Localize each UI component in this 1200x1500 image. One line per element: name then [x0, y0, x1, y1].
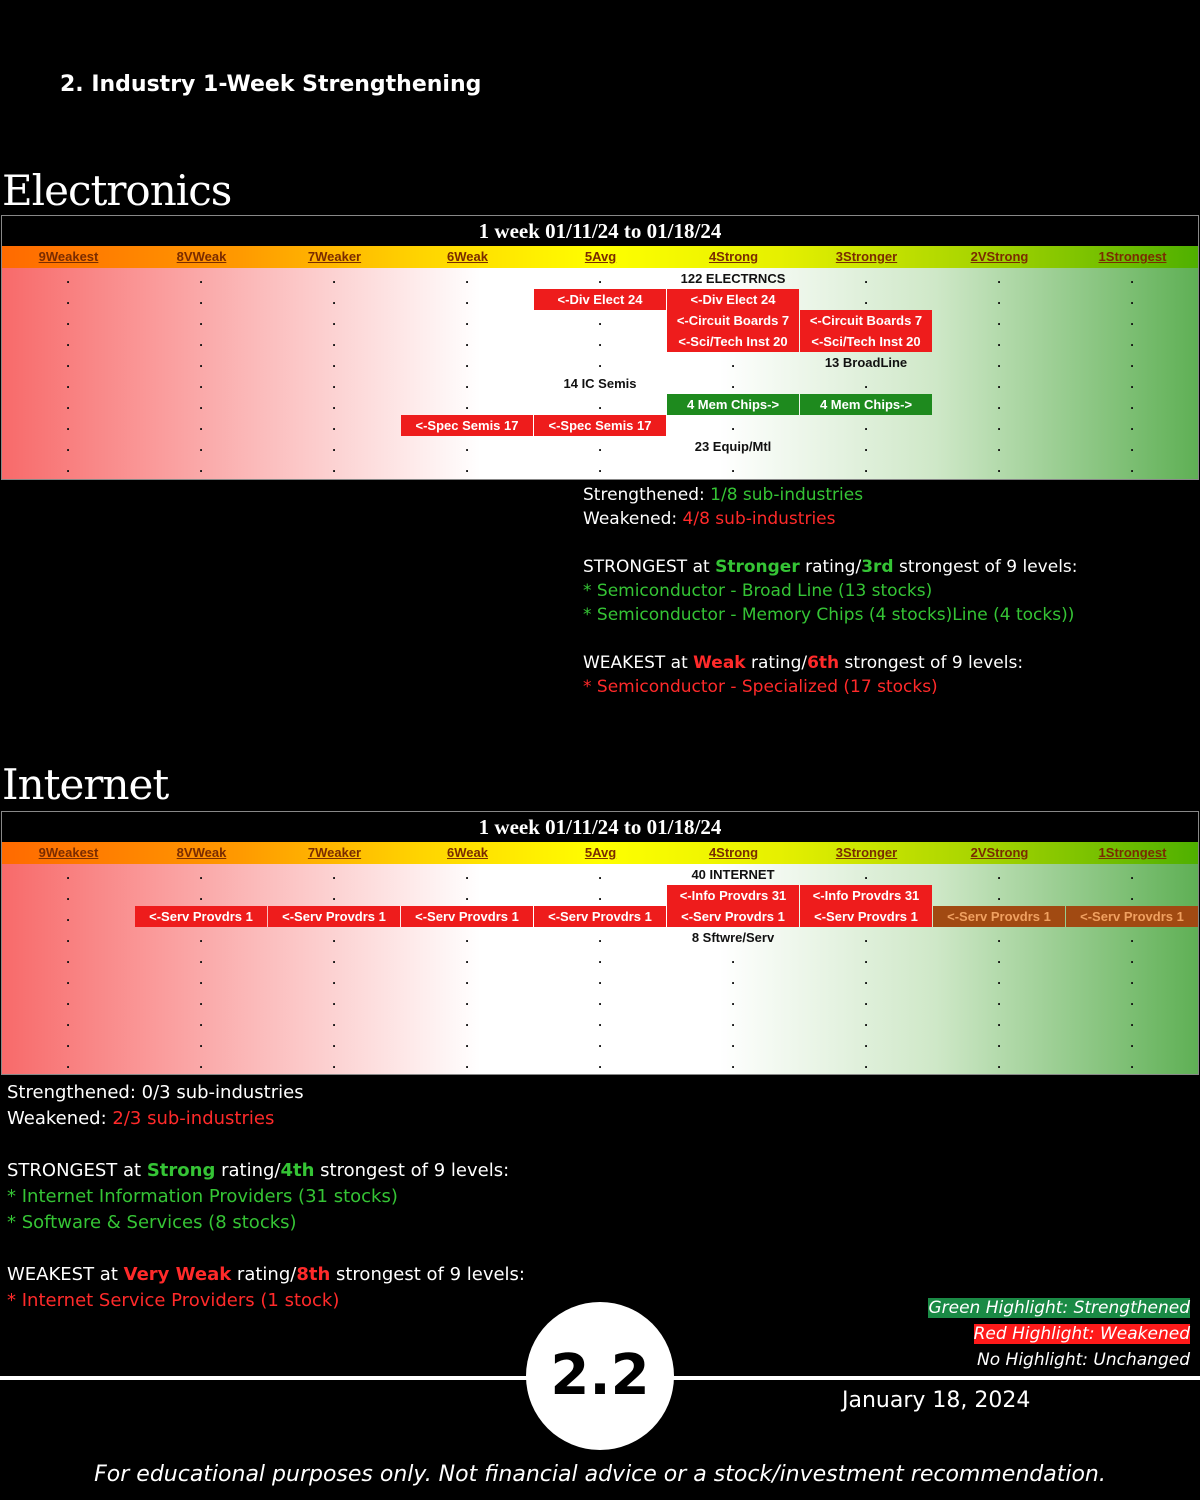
empty-slot: . — [465, 867, 469, 882]
empty-slot: . — [864, 930, 868, 945]
empty-slot: . — [332, 1014, 336, 1029]
empty-slot: . — [332, 418, 336, 433]
empty-slot: . — [465, 355, 469, 370]
empty-slot: . — [997, 418, 1001, 433]
empty-slot: . — [199, 951, 203, 966]
electronics-grid-header: 1 week 01/11/24 to 01/18/24 — [2, 216, 1198, 246]
sub-industry-cell: <-Serv Provdrs 1 — [667, 906, 799, 927]
sub-industry-cell: <-Spec Semis 17 — [534, 415, 666, 436]
weakened-line: Weakened: 2/3 sub-industries — [7, 1108, 275, 1129]
weakest-item: * Semiconductor - Specialized (17 stocks) — [583, 677, 938, 697]
sub-industry-cell: 4 Mem Chips-> — [667, 394, 799, 415]
empty-slot: . — [864, 439, 868, 454]
electronics-notes — [583, 483, 1078, 699]
empty-slot: . — [199, 376, 203, 391]
empty-slot: . — [731, 1056, 735, 1071]
level-label: 3Stronger — [835, 845, 898, 860]
report-date: January 18, 2024 — [842, 1388, 1031, 1413]
empty-slot: . — [66, 355, 70, 370]
empty-slot: . — [731, 1014, 735, 1029]
empty-slot: . — [997, 397, 1001, 412]
empty-slot: . — [332, 376, 336, 391]
level-label: 1Strongest — [1098, 845, 1167, 860]
empty-slot: . — [332, 972, 336, 987]
sub-industry-cell: <-Serv Provdrs 1 — [401, 906, 533, 927]
empty-slot: . — [332, 355, 336, 370]
empty-slot: . — [997, 930, 1001, 945]
sub-industry-cell: <-Sci/Tech Inst 20 — [800, 331, 932, 352]
sub-industry-cell: 23 Equip/Mtl — [694, 439, 772, 454]
empty-slot: . — [598, 951, 602, 966]
empty-slot: . — [66, 867, 70, 882]
empty-slot: . — [1130, 1014, 1134, 1029]
strongest-line: STRONGEST at Stronger rating/3rd strongest of 9 levels: — [583, 557, 1078, 577]
empty-slot: . — [598, 271, 602, 286]
empty-slot: . — [997, 1056, 1001, 1071]
empty-slot: . — [864, 1056, 868, 1071]
empty-slot: . — [199, 397, 203, 412]
empty-slot: . — [332, 930, 336, 945]
level-label: 4Strong — [708, 249, 759, 264]
empty-slot: . — [997, 993, 1001, 1008]
empty-slot: . — [66, 439, 70, 454]
empty-slot: . — [598, 993, 602, 1008]
empty-slot: . — [66, 397, 70, 412]
empty-slot: . — [864, 460, 868, 475]
empty-slot: . — [1130, 292, 1134, 307]
empty-slot: . — [1130, 951, 1134, 966]
legend-none: No Highlight: Unchanged — [977, 1350, 1190, 1370]
internet-grid-body — [2, 864, 1198, 1074]
sub-industry-cell: 13 BroadLine — [824, 355, 908, 370]
empty-slot: . — [199, 930, 203, 945]
empty-slot: . — [997, 271, 1001, 286]
empty-slot: . — [66, 972, 70, 987]
empty-slot: . — [66, 1014, 70, 1029]
level-label: 2VStrong — [970, 845, 1029, 860]
empty-slot: . — [199, 355, 203, 370]
empty-slot: . — [1130, 888, 1134, 903]
empty-slot: . — [598, 460, 602, 475]
sub-industry-cell: 14 IC Semis — [563, 376, 637, 391]
level-label: 4Strong — [708, 845, 759, 860]
empty-slot: . — [465, 951, 469, 966]
empty-slot: . — [864, 867, 868, 882]
empty-slot: . — [332, 292, 336, 307]
strongest-item: * Internet Information Providers (31 stocks) — [7, 1186, 398, 1207]
sub-industry-cell: <-Serv Provdrs 1 — [933, 906, 1065, 927]
empty-slot: . — [864, 972, 868, 987]
electronics-level-row — [2, 246, 1198, 268]
sub-industry-cell: <-Serv Provdrs 1 — [534, 906, 666, 927]
empty-slot: . — [1130, 376, 1134, 391]
empty-slot: . — [598, 972, 602, 987]
sub-industry-cell: <-Serv Provdrs 1 — [800, 906, 932, 927]
empty-slot: . — [199, 271, 203, 286]
empty-slot: . — [1130, 1035, 1134, 1050]
empty-slot: . — [864, 951, 868, 966]
level-label: 1Strongest — [1098, 249, 1167, 264]
empty-slot: . — [598, 355, 602, 370]
sub-industry-cell: <-Serv Provdrs 1 — [135, 906, 267, 927]
empty-slot: . — [332, 397, 336, 412]
empty-slot: . — [1130, 271, 1134, 286]
empty-slot: . — [997, 1035, 1001, 1050]
empty-slot: . — [66, 1056, 70, 1071]
empty-slot: . — [332, 888, 336, 903]
empty-slot: . — [465, 397, 469, 412]
level-label: 8VWeak — [176, 845, 227, 860]
empty-slot: . — [997, 376, 1001, 391]
empty-slot: . — [997, 334, 1001, 349]
empty-slot: . — [465, 1056, 469, 1071]
empty-slot: . — [66, 292, 70, 307]
weakest-line: WEAKEST at Weak rating/6th strongest of 9 levels: — [583, 653, 1024, 673]
empty-slot: . — [1130, 439, 1134, 454]
empty-slot: . — [199, 972, 203, 987]
empty-slot: . — [731, 418, 735, 433]
empty-slot: . — [332, 1056, 336, 1071]
empty-slot: . — [66, 460, 70, 475]
strongest-item: * Software & Services (8 stocks) — [7, 1212, 297, 1233]
empty-slot: . — [332, 271, 336, 286]
empty-slot: . — [598, 397, 602, 412]
empty-slot: . — [864, 271, 868, 286]
sub-industry-cell: 40 INTERNET — [691, 867, 775, 882]
empty-slot: . — [997, 292, 1001, 307]
level-label: 6Weak — [447, 249, 488, 264]
empty-slot: . — [199, 1014, 203, 1029]
sub-industry-cell: <-Sci/Tech Inst 20 — [667, 331, 799, 352]
page-number-badge: 2.2 — [526, 1302, 674, 1450]
sub-industry-cell: 122 ELECTRNCS — [680, 271, 786, 286]
empty-slot: . — [1130, 355, 1134, 370]
empty-slot: . — [864, 1035, 868, 1050]
disclaimer: For educational purposes only. Not financial advice or a stock/investment recommendation. — [94, 1462, 1106, 1487]
empty-slot: . — [731, 460, 735, 475]
legend-green: Green Highlight: Strengthened — [928, 1298, 1190, 1318]
sub-industry-cell: <-Div Elect 24 — [534, 289, 666, 310]
strongest-item: * Semiconductor - Memory Chips (4 stocks)Line (4 tocks)) — [583, 605, 1075, 625]
empty-slot: . — [199, 1035, 203, 1050]
sub-industry-cell: 4 Mem Chips-> — [800, 394, 932, 415]
empty-slot: . — [997, 888, 1001, 903]
empty-slot: . — [465, 930, 469, 945]
empty-slot: . — [66, 334, 70, 349]
legend-red: Red Highlight: Weakened — [973, 1324, 1190, 1344]
weakest-item: * Internet Service Providers (1 stock) — [7, 1290, 340, 1311]
empty-slot: . — [332, 460, 336, 475]
sub-industry-cell: <-Div Elect 24 — [667, 289, 799, 310]
empty-slot: . — [598, 313, 602, 328]
highlight-legend — [928, 1295, 1190, 1373]
empty-slot: . — [731, 993, 735, 1008]
empty-slot: . — [598, 1035, 602, 1050]
empty-slot: . — [731, 355, 735, 370]
level-label: 7Weaker — [307, 845, 362, 860]
level-label: 9Weakest — [38, 249, 99, 264]
empty-slot: . — [199, 313, 203, 328]
empty-slot: . — [1130, 1056, 1134, 1071]
empty-slot: . — [465, 460, 469, 475]
level-label: 9Weakest — [38, 845, 99, 860]
weakened-line: Weakened: 4/8 sub-industries — [583, 509, 836, 529]
empty-slot: . — [465, 993, 469, 1008]
electronics-grid — [1, 215, 1199, 480]
empty-slot: . — [199, 1056, 203, 1071]
strengthened-line: Strengthened: 1/8 sub-industries — [583, 485, 864, 505]
electronics-grid-body — [2, 268, 1198, 479]
empty-slot: . — [332, 1035, 336, 1050]
empty-slot: . — [598, 867, 602, 882]
level-label: 3Stronger — [835, 249, 898, 264]
sub-industry-cell: <-Serv Provdrs 1 — [268, 906, 400, 927]
sub-industry-cell: <-Spec Semis 17 — [401, 415, 533, 436]
empty-slot: . — [1130, 313, 1134, 328]
empty-slot: . — [864, 292, 868, 307]
empty-slot: . — [465, 888, 469, 903]
empty-slot: . — [731, 376, 735, 391]
empty-slot: . — [332, 867, 336, 882]
empty-slot: . — [598, 930, 602, 945]
level-label: 2VStrong — [970, 249, 1029, 264]
empty-slot: . — [66, 271, 70, 286]
empty-slot: . — [66, 1035, 70, 1050]
empty-slot: . — [66, 313, 70, 328]
empty-slot: . — [864, 376, 868, 391]
strengthened-line: Strengthened: 0/3 sub-industries — [7, 1082, 304, 1103]
empty-slot: . — [465, 439, 469, 454]
empty-slot: . — [332, 439, 336, 454]
empty-slot: . — [66, 418, 70, 433]
empty-slot: . — [199, 888, 203, 903]
sub-industry-cell: <-Circuit Boards 7 — [667, 310, 799, 331]
internet-notes — [7, 1080, 525, 1314]
empty-slot: . — [66, 993, 70, 1008]
weakest-line: WEAKEST at Very Weak rating/8th strongest of 9 levels: — [7, 1264, 525, 1285]
page-title: 2. Industry 1-Week Strengthening — [60, 72, 482, 97]
empty-slot: . — [465, 1014, 469, 1029]
empty-slot: . — [997, 439, 1001, 454]
empty-slot: . — [731, 1035, 735, 1050]
internet-grid — [1, 811, 1199, 1075]
empty-slot: . — [332, 334, 336, 349]
empty-slot: . — [1130, 460, 1134, 475]
empty-slot: . — [66, 951, 70, 966]
empty-slot: . — [465, 292, 469, 307]
empty-slot: . — [465, 972, 469, 987]
empty-slot: . — [1130, 993, 1134, 1008]
empty-slot: . — [864, 418, 868, 433]
level-label: 8VWeak — [176, 249, 227, 264]
empty-slot: . — [66, 888, 70, 903]
empty-slot: . — [997, 355, 1001, 370]
empty-slot: . — [997, 972, 1001, 987]
empty-slot: . — [864, 1014, 868, 1029]
empty-slot: . — [997, 867, 1001, 882]
empty-slot: . — [864, 993, 868, 1008]
level-label: 5Avg — [584, 249, 617, 264]
empty-slot: . — [1130, 930, 1134, 945]
empty-slot: . — [598, 888, 602, 903]
empty-slot: . — [997, 313, 1001, 328]
empty-slot: . — [465, 271, 469, 286]
empty-slot: . — [66, 930, 70, 945]
empty-slot: . — [997, 460, 1001, 475]
empty-slot: . — [199, 460, 203, 475]
empty-slot: . — [465, 313, 469, 328]
empty-slot: . — [731, 951, 735, 966]
empty-slot: . — [199, 993, 203, 1008]
electronics-title: Electronics — [2, 166, 232, 215]
level-label: 5Avg — [584, 845, 617, 860]
sub-industry-cell: <-Circuit Boards 7 — [800, 310, 932, 331]
empty-slot: . — [598, 334, 602, 349]
empty-slot: . — [1130, 867, 1134, 882]
empty-slot: . — [66, 909, 70, 924]
empty-slot: . — [465, 376, 469, 391]
strongest-line: STRONGEST at Strong rating/4th strongest of 9 levels: — [7, 1160, 510, 1181]
internet-grid-header: 1 week 01/11/24 to 01/18/24 — [2, 812, 1198, 842]
empty-slot: . — [1130, 334, 1134, 349]
empty-slot: . — [199, 334, 203, 349]
empty-slot: . — [1130, 397, 1134, 412]
sub-industry-cell: <-Serv Provdrs 1 — [1066, 906, 1198, 927]
empty-slot: . — [465, 1035, 469, 1050]
internet-level-row — [2, 842, 1198, 864]
empty-slot: . — [66, 376, 70, 391]
empty-slot: . — [731, 972, 735, 987]
empty-slot: . — [598, 1056, 602, 1071]
strongest-item: * Semiconductor - Broad Line (13 stocks) — [583, 581, 933, 601]
empty-slot: . — [332, 951, 336, 966]
empty-slot: . — [1130, 972, 1134, 987]
empty-slot: . — [465, 334, 469, 349]
empty-slot: . — [332, 993, 336, 1008]
empty-slot: . — [1130, 418, 1134, 433]
empty-slot: . — [598, 439, 602, 454]
empty-slot: . — [332, 313, 336, 328]
sub-industry-cell: <-Info Provdrs 31 — [667, 885, 799, 906]
empty-slot: . — [997, 1014, 1001, 1029]
empty-slot: . — [199, 439, 203, 454]
empty-slot: . — [199, 292, 203, 307]
empty-slot: . — [199, 867, 203, 882]
level-label: 6Weak — [447, 845, 488, 860]
internet-title: Internet — [2, 760, 169, 809]
level-label: 7Weaker — [307, 249, 362, 264]
empty-slot: . — [199, 418, 203, 433]
sub-industry-cell: <-Info Provdrs 31 — [800, 885, 932, 906]
empty-slot: . — [997, 951, 1001, 966]
empty-slot: . — [598, 1014, 602, 1029]
sub-industry-cell: 8 Sftwre/Serv — [691, 930, 775, 945]
